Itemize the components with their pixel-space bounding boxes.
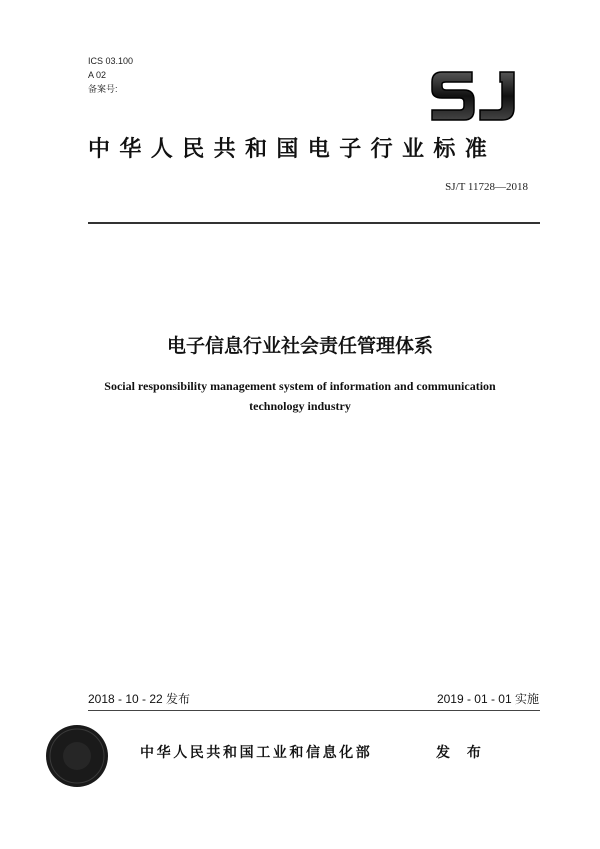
document-title-english-line2: technology industry <box>249 399 351 413</box>
issue-date: 2018 - 10 - 22 发布 <box>88 692 191 706</box>
header-divider <box>88 222 540 224</box>
publisher-name: 中华人民共和国工业和信息化部 <box>140 745 373 761</box>
sj-logo <box>428 66 520 126</box>
footer-divider <box>88 710 540 711</box>
document-title-english-line1: Social responsibility management system of information and communication <box>104 379 496 393</box>
ics-code: ICS 03.100 <box>88 56 134 66</box>
standard-number: SJ/T 11728—2018 <box>445 181 528 193</box>
effective-date: 2019 - 01 - 01 实施 <box>436 692 539 706</box>
document-title-chinese: 电子信息行业社会责任管理体系 <box>166 335 433 357</box>
classification-code: A 02 <box>88 70 107 80</box>
ministry-seal-icon <box>44 723 110 789</box>
filing-number-label: 备案号: <box>88 84 118 94</box>
organization-title: 中华人民共和国电子行业标准 <box>88 137 497 162</box>
publish-label: 发 布 <box>436 745 487 761</box>
